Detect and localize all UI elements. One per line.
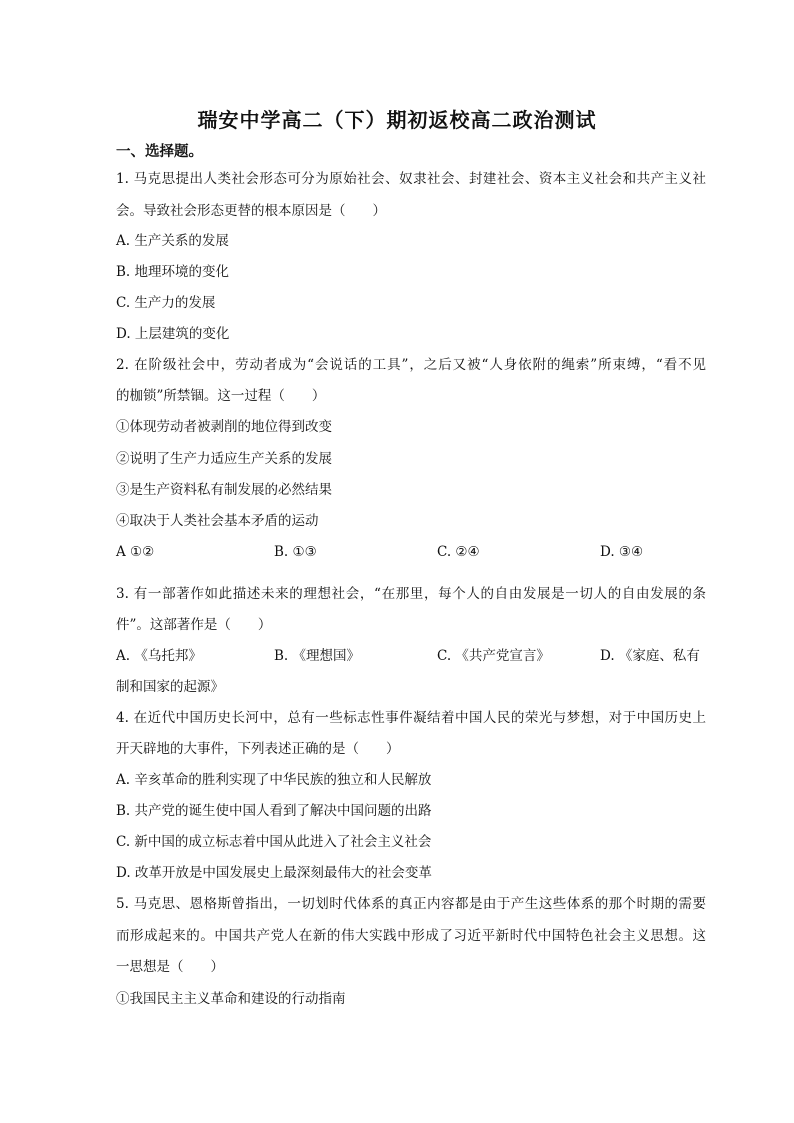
q2-stem-line2: 的枷锁”所禁锢。这一过程（ ）	[116, 388, 326, 404]
page-title: 瑞安中学高二（下）期初返校高二政治测试	[197, 108, 597, 132]
q1-option-b: B. 地理环境的变化	[116, 264, 230, 280]
q2-option-c: C. ②④	[437, 544, 480, 560]
q3-stem-line2: 件”。这部著作是（ ）	[116, 617, 272, 633]
q3-option-d-continued: 制和国家的起源》	[116, 679, 224, 695]
q2-item-1: ①体现劳动者被剥削的地位得到改变	[116, 419, 332, 435]
q5-item-1: ①我国民主主义革命和建设的行动指南	[116, 991, 346, 1007]
q5-stem-line3: 一思想是（ ）	[116, 959, 224, 975]
q1-stem-line1: 1. 马克思提出人类社会形态可分为原始社会、奴隶社会、封建社会、资本主义社会和共产主义社	[116, 171, 706, 187]
q2-option-a: A ①②	[116, 544, 155, 560]
q1-option-a: A. 生产关系的发展	[116, 233, 229, 249]
q3-option-b: B. 《理想国》	[274, 648, 361, 664]
q1-option-d: D. 上层建筑的变化	[116, 326, 230, 342]
q1-stem-line2: 会。导致社会形态更替的根本原因是（ ）	[116, 203, 386, 219]
q4-option-c: C. 新中国的成立标志着中国从此进入了社会主义社会	[116, 834, 432, 850]
q1-option-c: C. 生产力的发展	[116, 295, 216, 311]
q4-stem-line1: 4. 在近代中国历史长河中，总有一些标志性事件凝结着中国人民的荣光与梦想，对于中国历史上	[116, 710, 706, 726]
q2-item-4: ④取决于人类社会基本矛盾的运动	[116, 513, 319, 529]
q5-stem-line2: 而形成起来的。中国共产党人在新的伟大实践中形成了习近平新时代中国特色社会主义思想。这	[116, 928, 706, 944]
q3-option-a: A. 《乌托邦》	[116, 648, 202, 664]
q2-option-d: D. ③④	[600, 544, 644, 560]
section-heading: 一、选择题。	[116, 143, 203, 160]
q3-option-c: C. 《共产党宣言》	[437, 648, 550, 664]
q2-stem-line1: 2. 在阶级社会中，劳动者成为“会说话的工具”，之后又被“人身依附的绳索”所束缚，“看不见	[116, 357, 706, 373]
q2-option-b: B. ①③	[274, 544, 317, 560]
q2-item-2: ②说明了生产力适应生产关系的发展	[116, 451, 332, 467]
q3-stem-line1: 3. 有一部著作如此描述未来的理想社会，“在那里，每个人的自由发展是一切人的自由发展的条	[116, 586, 706, 602]
q4-option-a: A. 辛亥革命的胜利实现了中华民族的独立和人民解放	[116, 772, 432, 788]
q3-option-d: D. 《家庭、私有	[600, 648, 700, 664]
q4-stem-line2: 开天辟地的大事件，下列表述正确的是（ ）	[116, 741, 400, 757]
q2-item-3: ③是生产资料私有制发展的必然结果	[116, 482, 332, 498]
q4-option-d: D. 改革开放是中国发展史上最深刻最伟大的社会变革	[116, 865, 432, 881]
q5-stem-line1: 5. 马克思、恩格斯曾指出，一切划时代体系的真正内容都是由于产生这些体系的那个时期的需要	[116, 896, 706, 912]
q4-option-b: B. 共产党的诞生使中国人看到了解决中国问题的出路	[116, 803, 432, 819]
